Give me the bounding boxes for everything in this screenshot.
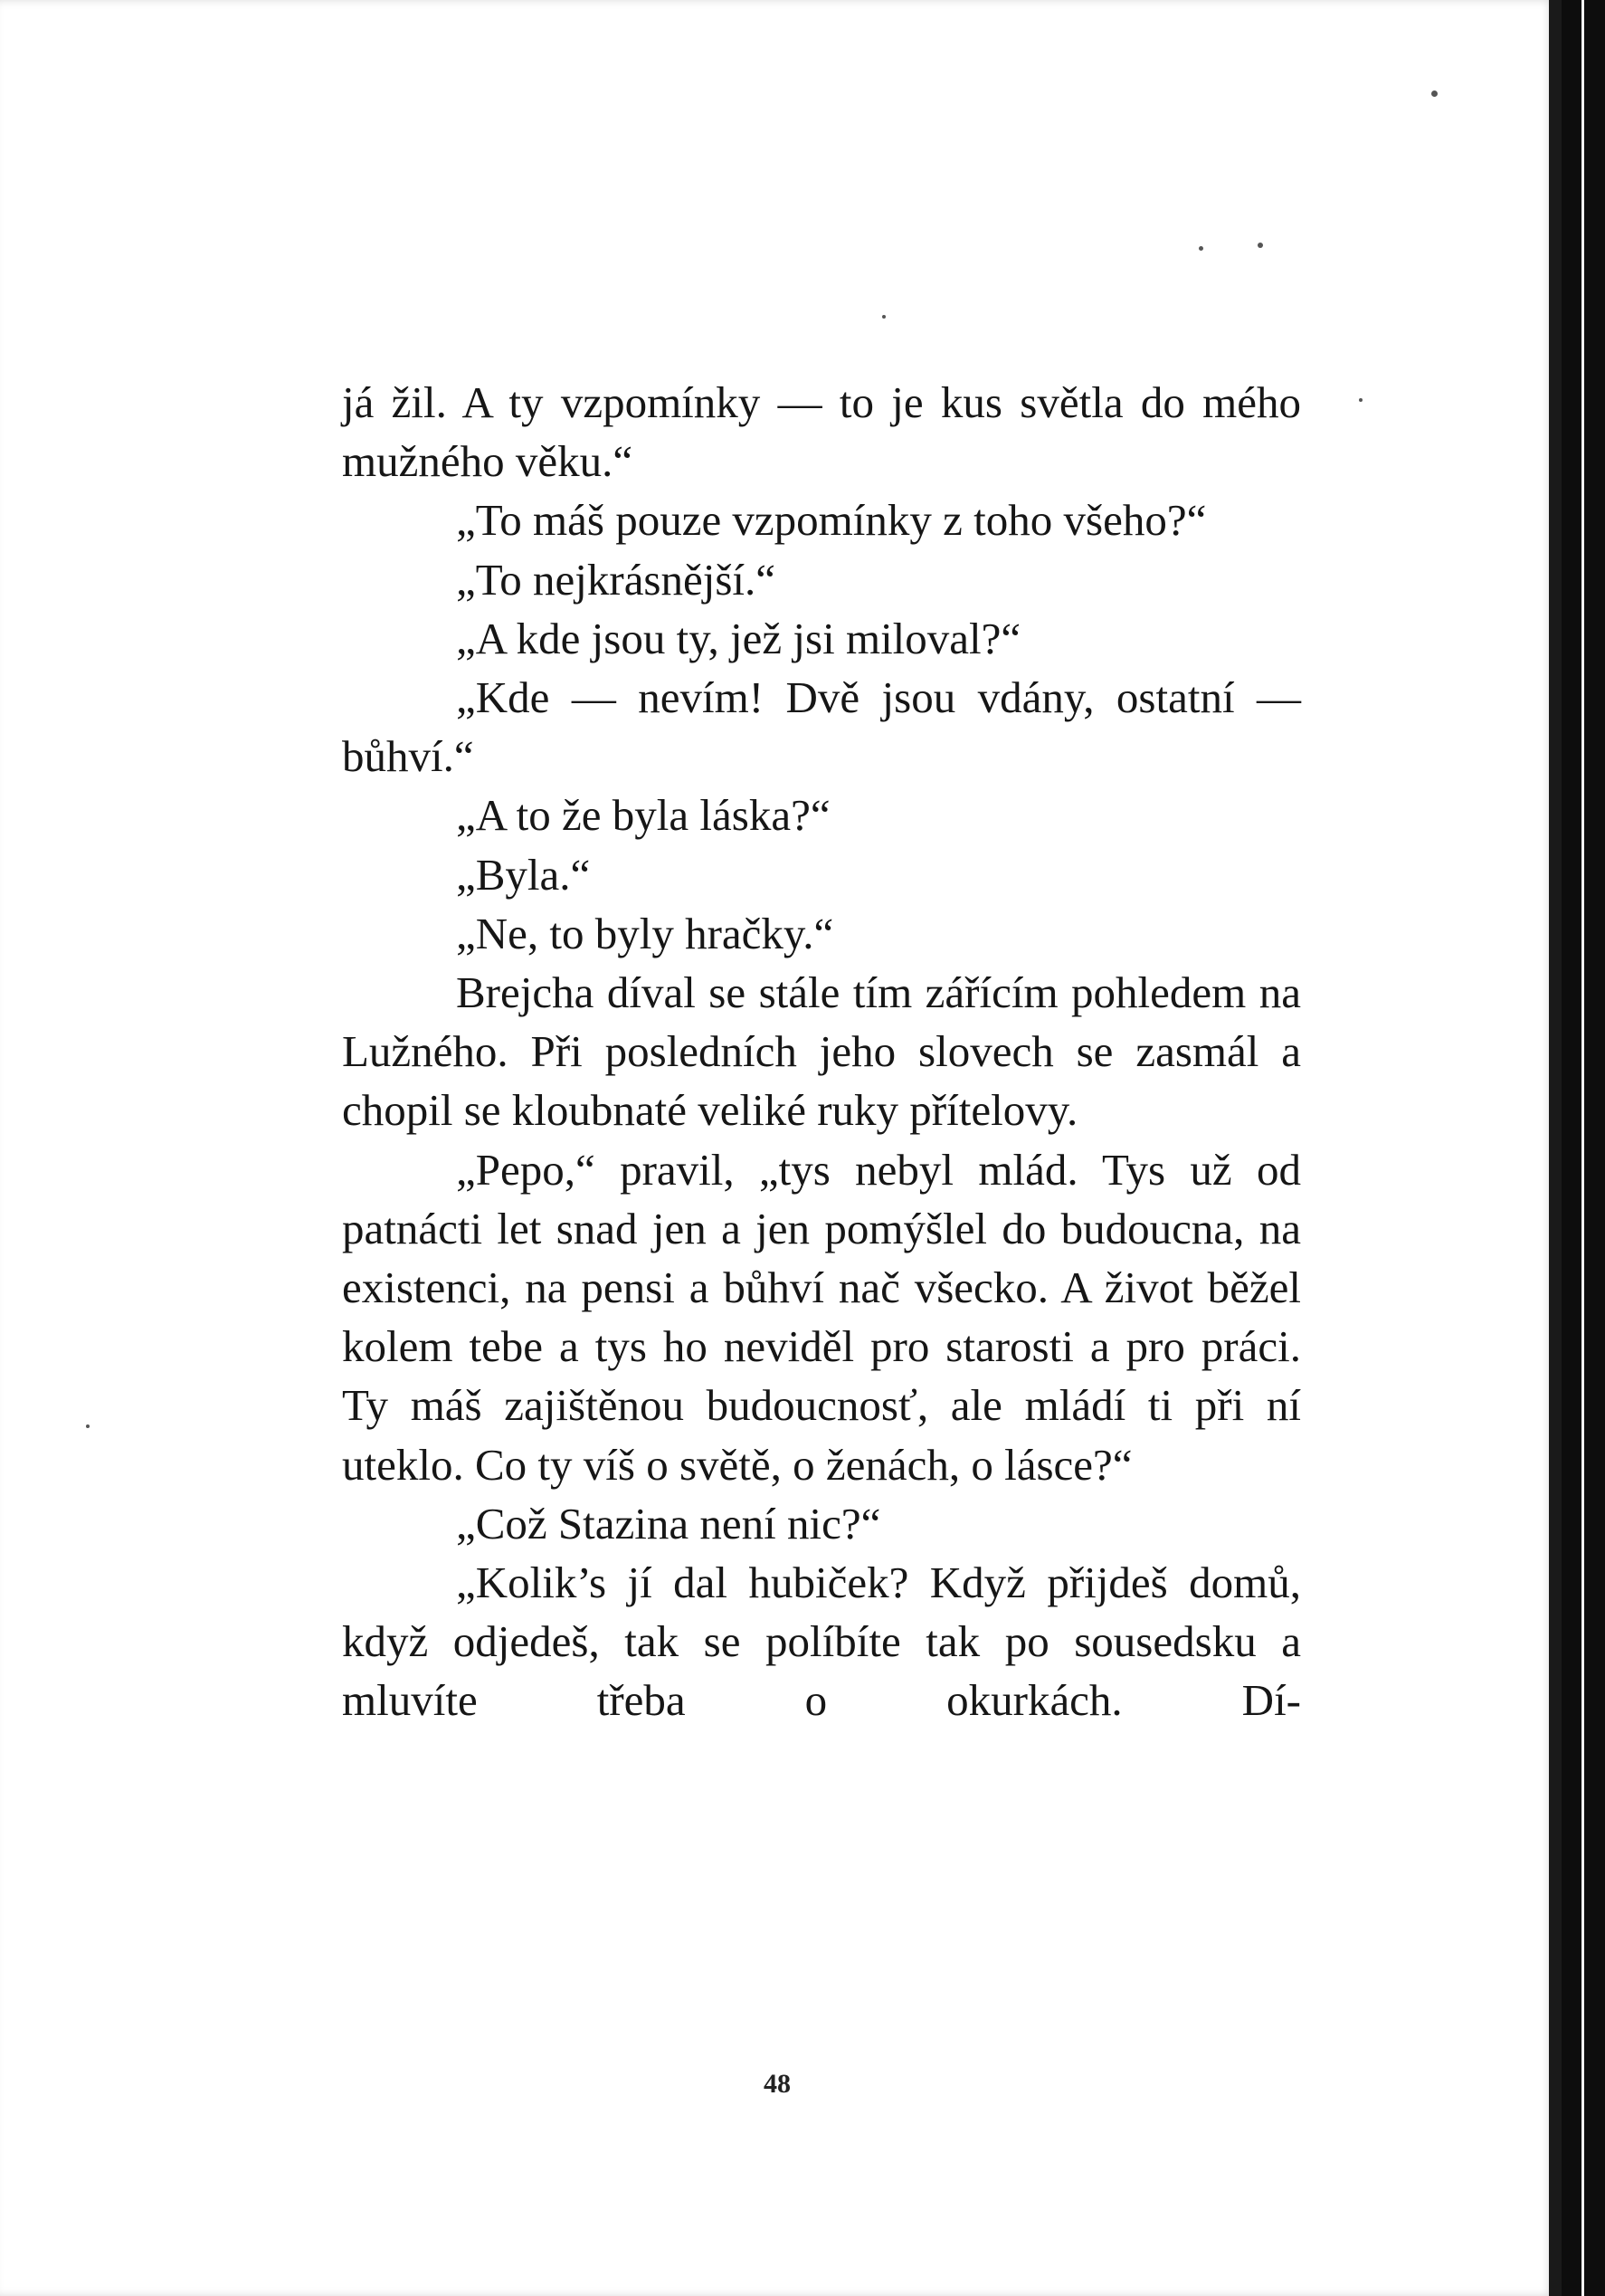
paragraph: „A kde jsou ty, jež jsi miloval?“	[456, 613, 1021, 663]
page-edge	[1549, 0, 1562, 2296]
page-edge-line	[1581, 0, 1584, 2296]
paragraph: „Ne, to byly hračky.“	[456, 908, 834, 958]
paragraph: „Kolik’s jí dal hubiček? Když přijdeš domů, když odjedeš, tak se políbíte tak po sousedsku a mluvíte třeba o okurkách. Dí-	[342, 1558, 1301, 1726]
body-text	[342, 373, 1301, 1730]
paragraph: „Pepo,“ pravil, „tys nebyl mlád. Tys už od patnácti let snad jen a jen pomýšlel do budoucna, na existenci, na pensi a bůhví nač všecko. A život běžel kolem tebe a tys ho neviděl pro starosti a pro práci. Ty máš zajištěnou budoucnosť, ale mládí ti při ní uteklo. Co ty víš o světě, o ženách, o lásce?“	[342, 1144, 1301, 1490]
paragraph: „To nejkrásnější.“	[456, 554, 776, 605]
print-speck	[1431, 91, 1438, 97]
paragraph: „Kde — nevím! Dvě jsou vdány, ostatní — bůhví.“	[342, 672, 1301, 782]
print-speck	[1258, 243, 1263, 248]
paragraph: „A to že byla láska?“	[456, 790, 831, 841]
page-number: 48	[764, 2069, 791, 2099]
paragraph: „Což Stazina není nic?“	[456, 1498, 881, 1548]
paragraph: „To máš pouze vzpomínky z toho všeho?“	[456, 495, 1207, 546]
print-speck	[86, 1424, 90, 1428]
print-speck	[882, 315, 886, 319]
print-speck	[1359, 398, 1363, 402]
paragraph: Brejcha díval se stále tím zářícím pohledem na Lužného. Při posledních jeho slovech se zasmál a chopil se kloubnaté veliké ruky přítelovy.	[342, 967, 1301, 1136]
print-speck	[1199, 246, 1203, 251]
paragraph: já žil. A ty vzpomínky — to je kus světla do mého mužného věku.“	[342, 377, 1301, 487]
paragraph: „Byla.“	[456, 849, 591, 900]
